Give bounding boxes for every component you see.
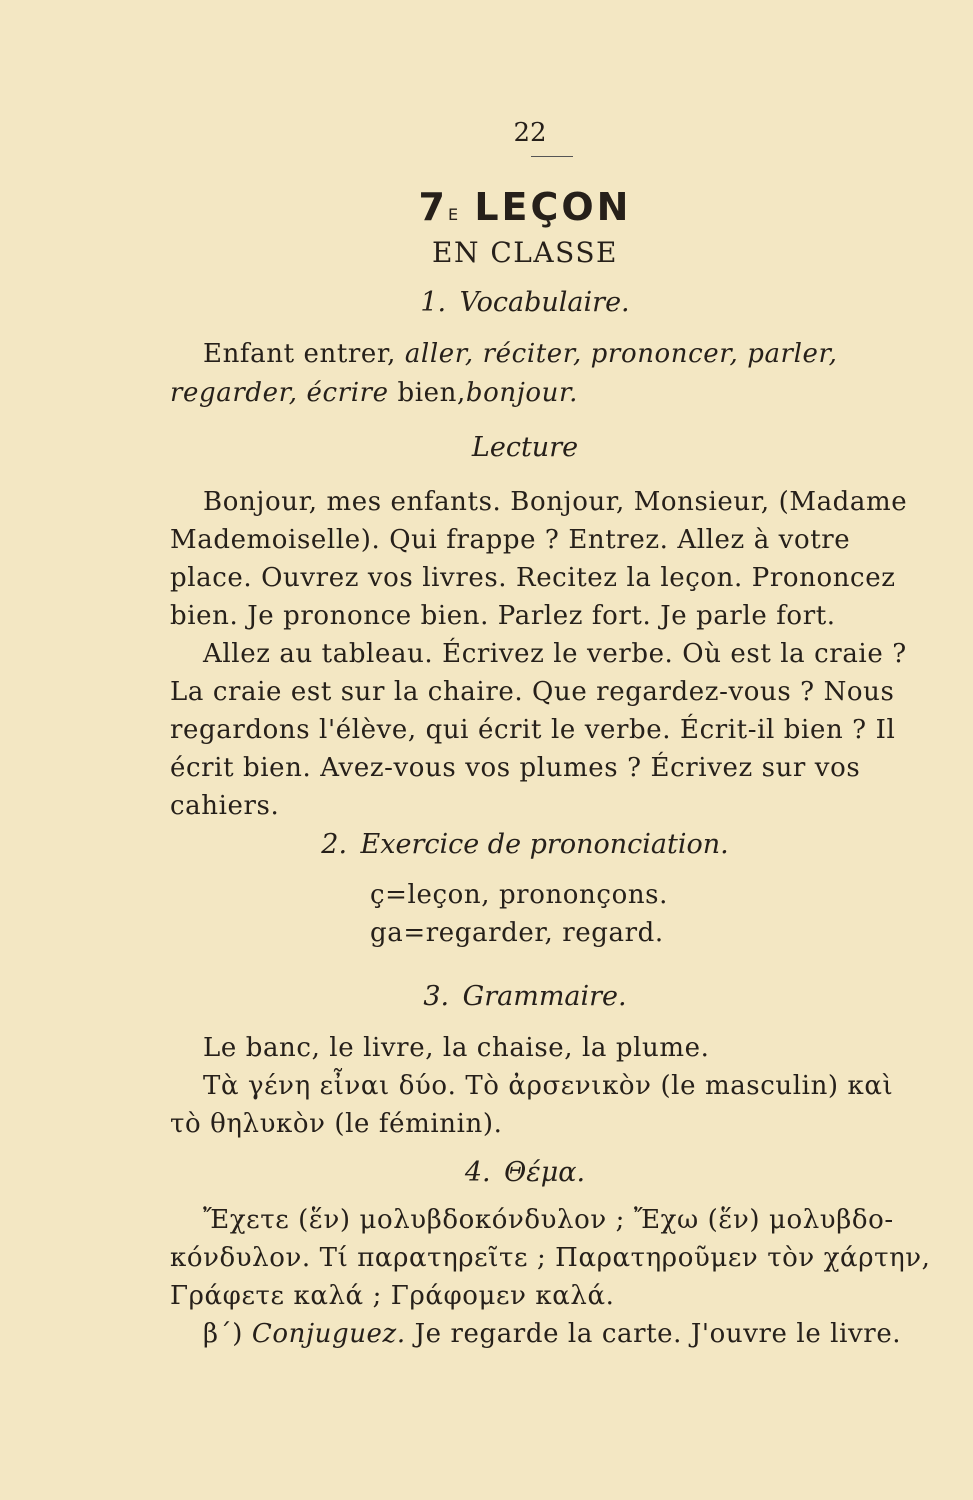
section-grammaire-heading: [0, 981, 973, 1012]
lecture-line: écrit bien. Avez-vous vos plumes ? Écrivez sur vos: [170, 753, 861, 783]
thema-line: Ἔχετε (ἕν) μολυβδοκόνδυλον ; Ἔχω (ἕν) μολυβδο-: [203, 1205, 894, 1235]
section-title: Grammaire.: [462, 981, 627, 1012]
lecture-line: regardons l'élève, qui écrit le verbe. Écrit-il bien ? Il: [170, 715, 896, 745]
conj-word: Conjuguez.: [251, 1319, 406, 1349]
grammar-line: Τὰ γένη εἶναι δύο. Τὸ ἀρσενικὸν (le masculin) καὶ: [203, 1071, 894, 1101]
lesson-suffix: E: [447, 205, 459, 224]
pron-line: ç=leçon, prononçons.: [370, 880, 668, 910]
lesson-heading: [0, 185, 973, 229]
section-title: Vocabulaire.: [459, 287, 630, 318]
conjugation-line: [203, 1317, 901, 1351]
page-number: 22: [513, 118, 547, 148]
lecture-line: Bonjour, mes enfants. Bonjour, Monsieur, (Madame: [203, 487, 908, 517]
lecture-line: place. Ouvrez vos livres. Recitez la leçon. Prononcez: [170, 563, 896, 593]
thema-line: κόνδυλον. Τί παρατηρεῖτε ; Παρατηροῦμεν τὸν χάρτην,: [170, 1243, 931, 1273]
section-thema-heading: [0, 1157, 973, 1188]
lecture-heading: Lecture: [471, 432, 579, 463]
lecture-line: Allez au tableau. Écrivez le verbe. Où est la craie ?: [203, 639, 907, 669]
lesson-number: 7: [418, 185, 448, 229]
section-number: 1.: [420, 287, 447, 318]
lecture-line: cahiers.: [170, 791, 280, 821]
lesson-subtitle: EN CLASSE: [432, 236, 618, 269]
section-title: Θέμα.: [504, 1157, 586, 1188]
pron-line: ga=regarder, regard.: [370, 918, 664, 948]
section-prononciation-heading: [0, 829, 973, 860]
page-number-rule: [531, 156, 573, 157]
conj-label: β΄): [203, 1319, 243, 1349]
vocab-line-2: regarder, écrire bien,bonjour.: [170, 378, 579, 408]
lecture-line: Mademoiselle). Qui frappe ? Entrez. Allez à votre: [170, 525, 851, 555]
section-number: 3.: [423, 981, 450, 1012]
thema-line: Γράφετε καλά ; Γράφομεν καλά.: [170, 1281, 615, 1311]
grammar-line: Le banc, le livre, la chaise, la plume.: [203, 1033, 710, 1063]
grammar-line: τὸ θηλυκὸν (le féminin).: [170, 1109, 503, 1139]
vocab-line-1: Enfant entrer, aller, réciter, prononcer, parler,: [203, 339, 838, 369]
section-vocabulaire-heading: [0, 287, 973, 318]
lesson-word: LEÇON: [474, 185, 632, 229]
section-title: Exercice de prononciation.: [360, 829, 729, 860]
section-number: 4.: [464, 1157, 491, 1188]
conj-text: Je regarde la carte. J'ouvre le livre.: [414, 1319, 902, 1349]
section-number: 2.: [321, 829, 348, 860]
lecture-line: bien. Je prononce bien. Parlez fort. Je parle fort.: [170, 601, 836, 631]
lecture-line: La craie est sur la chaire. Que regardez-vous ? Nous: [170, 677, 895, 707]
